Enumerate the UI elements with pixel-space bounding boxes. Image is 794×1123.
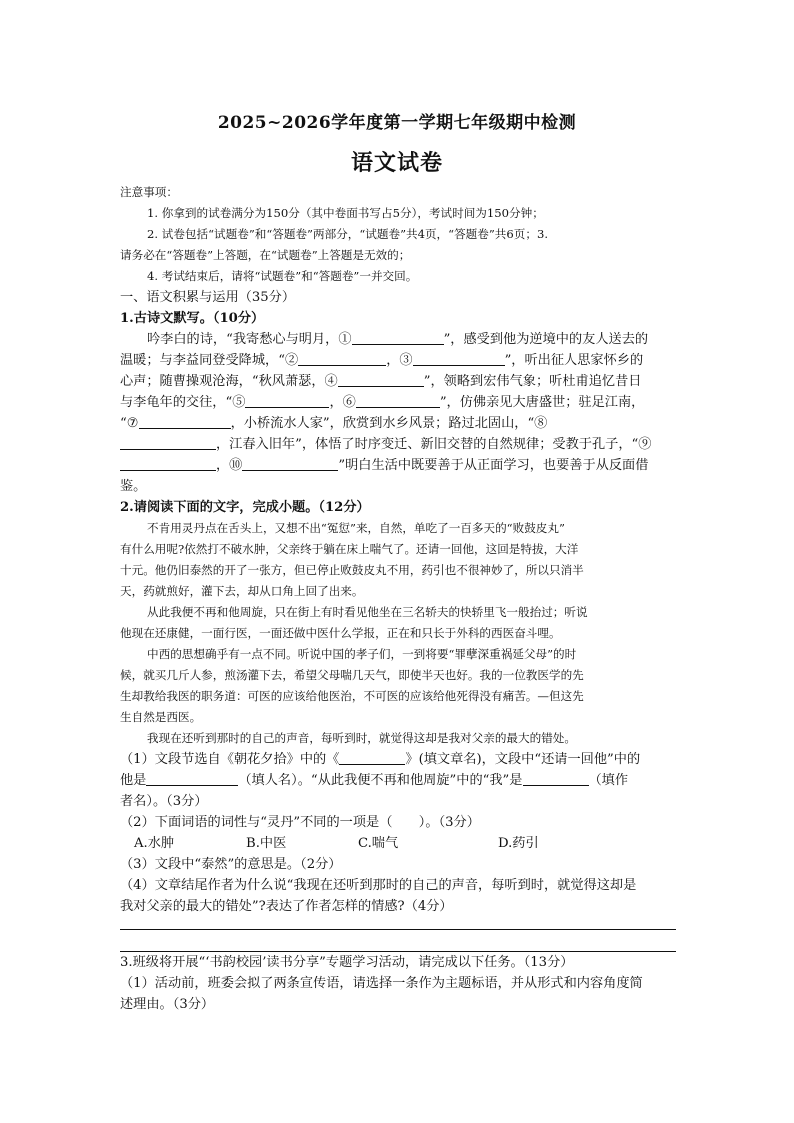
section-1-heading: 一、语文积累与运用（35分） [120, 290, 296, 305]
passage-line: 从此我便不再和他周旋，只在街上有时看见他坐在三名轿夫的快轿里飞一般抬过；听说 [147, 605, 588, 619]
option-a: A.水肿 [134, 836, 175, 851]
question-2-heading: 2.请阅读下面的文字，完成小题。（12分） [120, 500, 370, 515]
notice-item-3: 请务必在“答题卷”上答题，在“试题卷”上答题是无效的； [120, 248, 411, 262]
passage-line: 生自然是西医。 [120, 710, 202, 724]
passage-line: 中西的思想确乎有一点不同。听说中国的孝子们，一到将要“罪孽深重祸延父母”的时 [147, 647, 577, 661]
answer-blank-8 [120, 435, 216, 450]
q1-line-3: 心声；随曹操观沧海，“秋风萧瑟，④ ”，领略到宏伟气象；听杜甫追忆昔日 [120, 374, 642, 389]
notice-item-1: 1. 你拿到的试卷满分为150分（其中卷面书写占5分），考试时间为150分钟； [147, 206, 544, 220]
passage-line: 候，就买几斤人参，煎汤灌下去，希望父母喘几天气，即使半天也好。我的一位教医学的先 [120, 668, 584, 682]
q1-line-5: “⑦ ，小桥流水人家”，欣赏到水乡风景；路过北固山，“⑧ [120, 416, 548, 431]
answer-blank-6 [356, 393, 440, 408]
answer-blank-author [523, 771, 589, 786]
q2-subquestion-1-cont: 他是 （填人名）。“从此我便不再和他周旋”中的“我”是 （填作 [120, 773, 629, 788]
q2-options [120, 833, 676, 854]
subject-title: 语文试卷 [350, 150, 443, 176]
answer-blank-9 [120, 456, 216, 471]
passage-line: 有什么用呢?依然打不破水肿，父亲终于躺在床上喘气了。还请一回他，这回是特拔，大洋 [120, 542, 579, 556]
q1-line-1: 吟李白的诗，“我寄愁心与明月，① ”，感受到他为逆境中的友人送去的 [147, 332, 649, 347]
notice-item-4: 4. 考试结束后，请将“试题卷”和“答题卷”一并交回。 [147, 269, 418, 283]
q2-subquestion-4: （4）文章结尾作者为什么说“我现在还听到那时的自己的声音，每听到时，就觉得这却是 [120, 878, 637, 893]
option-d: D.药引 [498, 836, 539, 851]
q1-line-4: 与李龟年的交往，“⑤ ，⑥ ”，仿佛亲见大唐盛世；驻足江南， [120, 395, 645, 410]
q1-line-8: 鉴。 [120, 479, 147, 494]
option-b: B.中医 [246, 836, 287, 851]
q1-line-2: 温暖；与李益同登受降城，“② ，③ ”，听出征人思家怀乡的 [120, 353, 644, 368]
notice-heading: 注意事项： [120, 185, 178, 199]
q2-subquestion-1: （1）文段节选自《朝花夕拾》中的《 》(填文章名)，文段中“还请一回他”中的 [120, 752, 641, 767]
q2-subquestion-2: （2）下面词语的词性与“灵丹”不同的一项是（ ）。（3分） [120, 815, 480, 830]
answer-blank-article [339, 750, 405, 765]
question-1-heading: 1.古诗文默写。（10分） [120, 311, 265, 326]
exam-title: 2025~2026学年度第一学期七年级期中检测 [217, 113, 577, 133]
q3-subquestion-1: （1）活动前，班委会拟了两条宣传语，请选择一条作为主题标语，并从形式和内容角度简 [120, 976, 643, 991]
answer-blank-2 [298, 351, 386, 366]
answer-blank-1 [352, 330, 444, 345]
answer-blank-7 [139, 414, 231, 429]
q2-subquestion-1-end: 者名）。（3分） [120, 794, 208, 809]
passage-line: 天，药就煎好，灌下去，却从口角上回了出来。 [120, 584, 364, 598]
answer-blank-10 [242, 456, 338, 471]
answer-blank-4 [338, 372, 424, 387]
option-c: C.喘气 [358, 836, 399, 851]
passage-line: 十元。他仍旧泰然的开了一张方，但已停止败鼓皮丸不用，药引也不很神妙了，所以只消半 [120, 563, 584, 577]
q1-line-7: ，⑩ ”明白生活中既要善于从正面学习，也要善于从反面借 [120, 455, 676, 476]
passage-line: 生却教给我医的职务道：可医的应该给他医治，不可医的应该给他死得没有痛苦。—但这先 [120, 689, 584, 703]
question-3-heading: 3.班级将开展“‘书韵校园’读书分享”专题学习活动，请完成以下任务。（13分） [120, 955, 574, 970]
passage-line: 我现在还听到那时的自己的声音，每听到时，就觉得这却是我对父亲的最大的错处。 [147, 731, 576, 745]
q1-line-6: ，江春入旧年”，体悟了时序变迁、新旧交替的自然规律；受教于孔子，“⑨ [120, 434, 676, 455]
answer-blank-5 [245, 393, 329, 408]
passage-line: 不肯用灵丹点在舌头上，又想不出“冤愆”来，自然，单吃了一百多天的“败鼓皮丸” [147, 521, 565, 535]
notice-item-2: 2. 试卷包括“试题卷”和“答题卷”两部分，“试题卷”共4页，“答题卷”共6页；3. [147, 227, 549, 241]
q2-subquestion-4-cont: 我对父亲的最大的错处”?表达了作者怎样的情感?（4分） [120, 899, 453, 914]
exam-body [120, 182, 676, 1015]
q2-subquestion-3: （3）文段中“泰然”的意思是。（2分） [120, 857, 342, 872]
answer-blank-3 [413, 351, 505, 366]
answer-blank-person [146, 771, 238, 786]
passage-line: 他现在还康健，一面行医，一面还做中医什么学报，正在和只长于外科的西医奋斗哩。 [120, 626, 561, 640]
q3-subquestion-1-cont: 述理由。（3分） [120, 997, 215, 1012]
